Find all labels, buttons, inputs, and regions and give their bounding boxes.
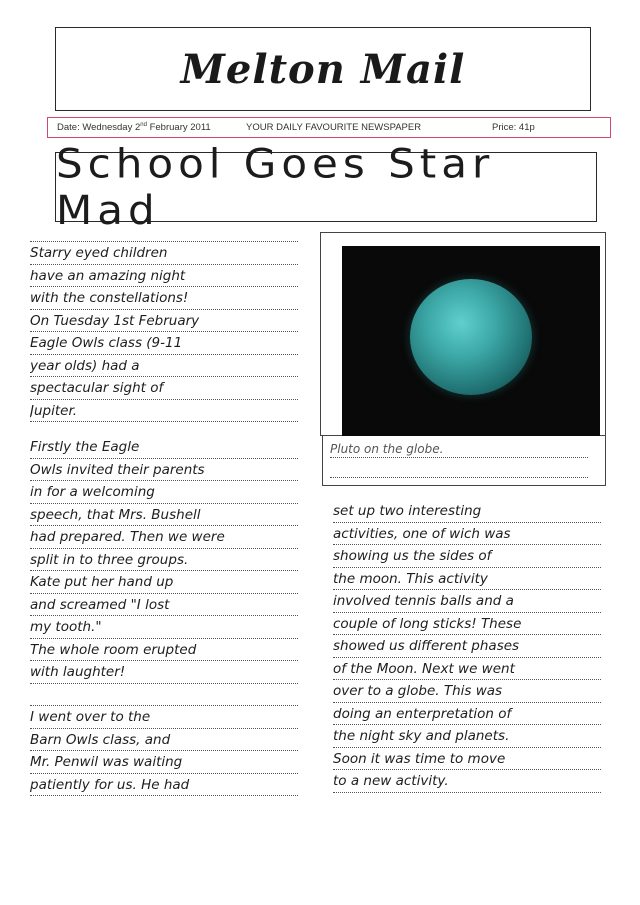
article-line: On Tuesday 1st February [30, 310, 298, 333]
right-article-column [333, 500, 601, 793]
article-line: have an amazing night [30, 265, 298, 288]
article-line: Barn Owls class, and [30, 729, 298, 752]
article-line: in for a welcoming [30, 481, 298, 504]
info-bar [47, 117, 611, 138]
article-line: Soon it was time to move [333, 748, 601, 771]
photo-caption-box [322, 436, 606, 486]
article-line: doing an enterpretation of [333, 703, 601, 726]
article-line: activities, one of wich was [333, 523, 601, 546]
planet-image [410, 279, 532, 395]
article-line: split in to three groups. [30, 549, 298, 572]
article-line: with the constellations! [30, 287, 298, 310]
ruled-line [30, 232, 298, 242]
article-line: Owls invited their parents [30, 459, 298, 482]
article-line: set up two interesting [333, 500, 601, 523]
article-line: involved tennis balls and a [333, 590, 601, 613]
headline: School Goes Star Mad [56, 140, 495, 234]
issue-date: Date: Wednesday 2nd February 2011 [57, 121, 211, 134]
article-line: over to a globe. This was [333, 680, 601, 703]
article-line: had prepared. Then we were [30, 526, 298, 549]
ruled-line [330, 460, 588, 478]
article-line: Starry eyed children [30, 242, 298, 265]
price: Price: 41p [492, 122, 535, 133]
article-line: Mr. Penwil was waiting [30, 751, 298, 774]
headline-box [55, 140, 597, 234]
left-article-column [30, 232, 298, 796]
article-line: showed us different phases [333, 635, 601, 658]
article-line: my tooth." [30, 616, 298, 639]
article-line: Jupiter. [30, 400, 298, 423]
article-line: the night sky and planets. [333, 725, 601, 748]
article-line: speech, that Mrs. Bushell [30, 504, 298, 527]
article-line: couple of long sticks! These [333, 613, 601, 636]
article-line: of the Moon. Next we went [333, 658, 601, 681]
article-line: with laughter! [30, 661, 298, 684]
tagline: YOUR DAILY FAVOURITE NEWSPAPER [246, 122, 422, 133]
article-line: year olds) had a [30, 355, 298, 378]
article-line: showing us the sides of [333, 545, 601, 568]
photo-caption: Pluto on the globe. [330, 440, 588, 458]
article-line: to a new activity. [333, 770, 601, 793]
newspaper-title: Melton Mail [180, 45, 466, 93]
ruled-line [30, 684, 298, 707]
article-line: spectacular sight of [30, 377, 298, 400]
article-line: the moon. This activity [333, 568, 601, 591]
article-line: The whole room erupted [30, 639, 298, 662]
planet-photo [342, 246, 600, 436]
article-line: I went over to the [30, 706, 298, 729]
article-line: Kate put her hand up [30, 571, 298, 594]
article-line: patiently for us. He had [30, 774, 298, 797]
article-line: Firstly the Eagle [30, 436, 298, 459]
article-line: Eagle Owls class (9-11 [30, 332, 298, 355]
article-line: and screamed "I lost [30, 594, 298, 617]
masthead [55, 27, 591, 111]
